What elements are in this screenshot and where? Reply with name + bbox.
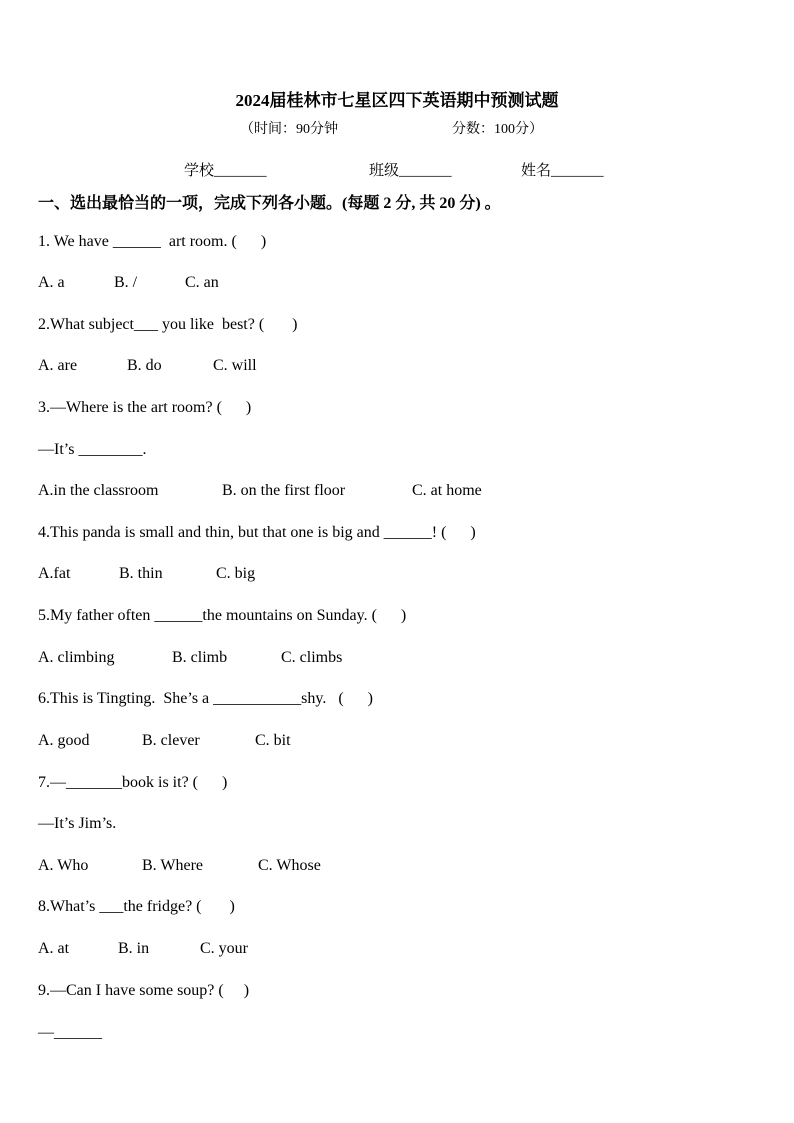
q1-option-c: C. an [185,274,219,291]
name-field: 姓名_______ [521,163,604,179]
q2-option-c: C. will [213,357,257,374]
question-2: 2.What subject___ you like best? ( ) [38,316,298,333]
question-4: 4.This panda is small and thin, but that one is big and ______! ( ) [38,524,476,541]
q1-option-b: B. / [114,274,138,291]
q6-option-b: B. clever [142,732,200,749]
question-9: 9.—Can I have some soup? ( ) [38,982,250,999]
q9-answer-line: —______ [38,1024,102,1041]
q3-option-a: A.in the classroom [38,482,159,499]
question-7: 7.—_______book is it? ( ) [38,774,228,791]
q4-option-a: A.fat [38,565,71,582]
q8-option-a: A. at [38,940,70,957]
question-6: 6.This is Tingting. She’s a ___________shy. ( ) [38,690,373,707]
school-field: 学校_______ [184,163,267,179]
q7-answer-line: —It’s Jim’s. [38,815,117,832]
q5-option-c: C. climbs [281,649,343,666]
q2-option-b: B. do [127,357,162,374]
q6-option-a: A. good [38,732,90,749]
page-title: 2024届桂林市七星区四下英语期中预测试题 [235,91,559,110]
q3-answer-line: —It’s ________. [38,441,147,458]
question-1: 1. We have ______ art room. ( ) [38,233,267,250]
q5-option-b: B. climb [172,649,228,666]
q8-option-b: B. in [118,940,150,957]
q3-option-b: B. on the first floor [222,482,346,499]
question-8: 8.What’s ___the fridge? ( ) [38,898,235,915]
q3-option-c: C. at home [412,482,482,499]
question-5: 5.My father often ______the mountains on Sunday. ( ) [38,607,407,624]
class-field: 班级_______ [369,163,452,179]
q5-option-a: A. climbing [38,649,115,666]
q7-option-c: C. Whose [258,857,321,874]
q6-option-c: C. bit [255,732,291,749]
q2-option-a: A. are [38,357,78,374]
time-limit: （时间：90分钟 [240,122,338,137]
q7-option-b: B. Where [142,857,204,874]
q4-option-c: C. big [216,565,256,582]
q8-option-c: C. your [200,940,248,957]
total-score: 分数：100分） [452,122,543,137]
q4-option-b: B. thin [119,565,163,582]
section-heading: 一、选出最恰当的一项，完成下列各小题。(每题 2 分, 共 20 分) 。 [38,195,501,212]
q1-option-a: A. a [38,274,65,291]
q7-option-a: A. Who [38,857,89,874]
question-3: 3.—Where is the art room? ( ) [38,399,252,416]
